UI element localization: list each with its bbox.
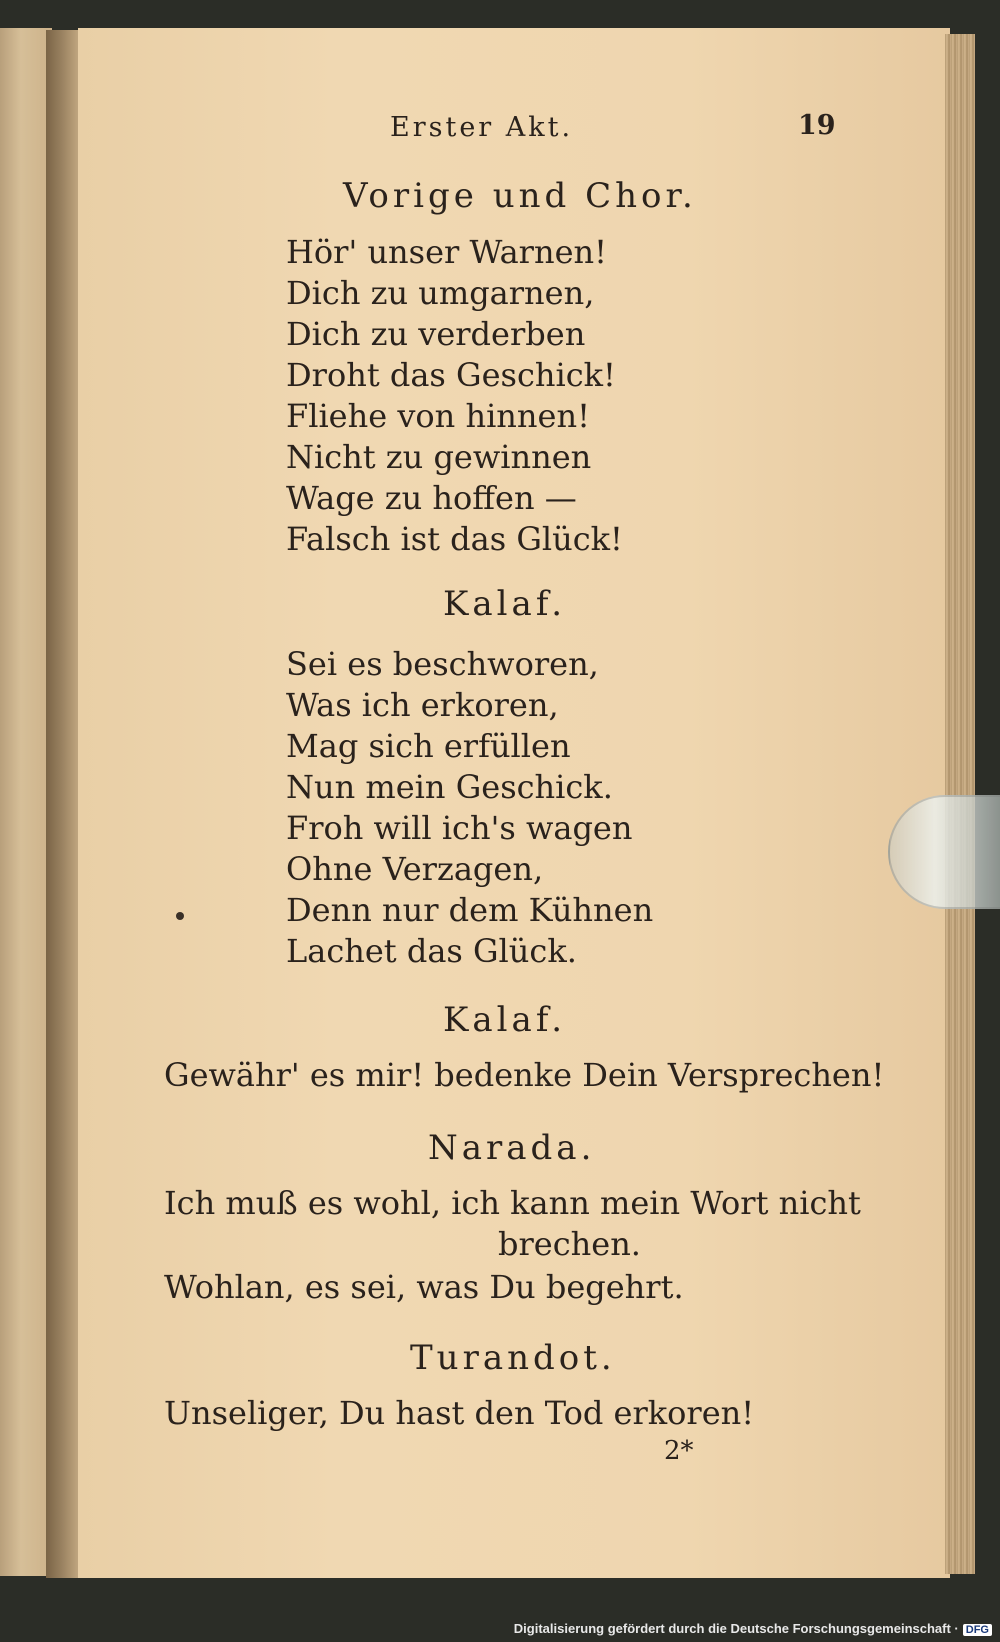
verse-line: Ohne Verzagen, [286,850,544,888]
verse-line: Nicht zu gewinnen [286,438,592,476]
book-gutter [46,30,82,1578]
dialogue-line: Unseliger, Du hast den Tod erkoren! [164,1394,755,1432]
dialogue-line: Gewähr' es mir! bedenke Dein Versprechen! [164,1056,885,1094]
verse-line: Lachet das Glück. [286,932,577,970]
verse-line: Mag sich erfüllen [286,727,571,765]
verse-line: Falsch ist das Glück! [286,520,623,558]
speaker-heading-chorus: Vorige und Chor. [343,176,697,216]
page-number: 19 [798,110,836,141]
ink-speck [176,912,184,920]
verse-line: Sei es beschworen, [286,645,599,683]
speaker-heading-narada: Narada. [428,1128,596,1168]
verse-line: Fliehe von hinnen! [286,397,590,435]
verse-line: Droht das Geschick! [286,356,616,394]
verse-line: Hör' unser Warnen! [286,233,607,271]
dialogue-line-continuation: brechen. [498,1225,641,1263]
verse-line: Dich zu verderben [286,315,586,353]
verse-line: Nun mein Geschick. [286,768,613,806]
dfg-logo: DFG [963,1624,992,1636]
verse-line: Wage zu hoffen — [286,479,577,517]
previous-page-edge [0,28,52,1576]
dialogue-line: Wohlan, es sei, was Du begehrt. [164,1268,684,1306]
speaker-heading-kalaf: Kalaf. [443,584,566,624]
digitization-credit [514,1621,992,1636]
verse-line: Denn nur dem Kühnen [286,891,654,929]
verse-line: Was ich erkoren, [286,686,559,724]
speaker-heading-kalaf: Kalaf. [443,1000,566,1040]
credit-text: Digitalisierung gefördert durch die Deutsche Forschungsgemeinschaft · [513,1621,959,1636]
book-clip [888,795,1000,909]
verse-line: Froh will ich's wagen [286,809,633,847]
dialogue-line: Ich muß es wohl, ich kann mein Wort nicht [164,1184,861,1222]
speaker-heading-turandot: Turandot. [410,1338,616,1378]
running-title: Erster Akt. [390,112,574,143]
verse-line: Dich zu umgarnen, [286,274,595,312]
signature-mark: 2* [664,1436,694,1466]
